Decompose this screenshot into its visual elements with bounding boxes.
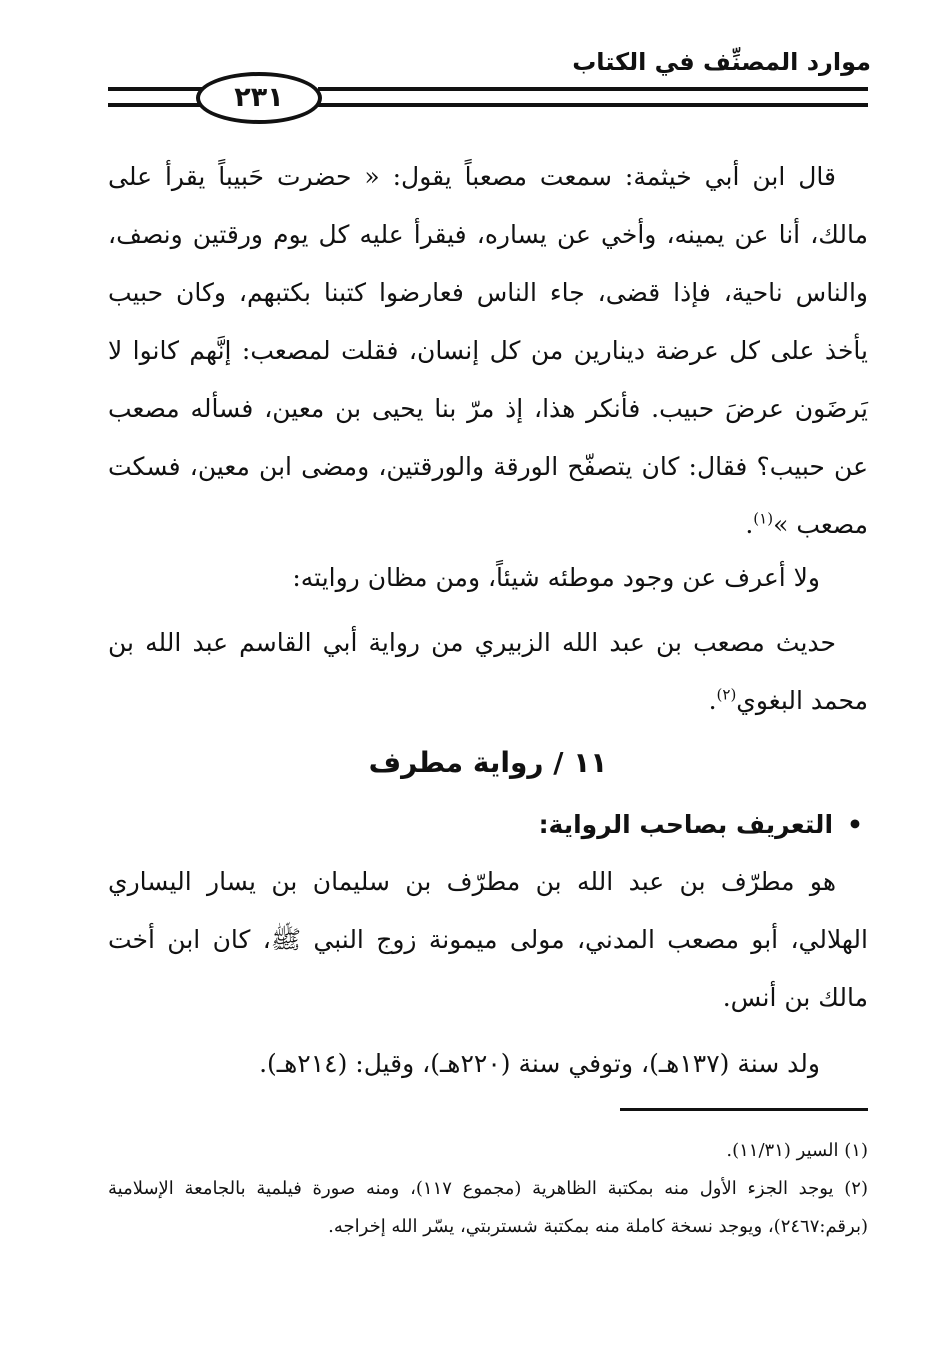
header-rule-lower-left — [108, 103, 204, 107]
paragraph-quote-end: . — [745, 510, 754, 539]
footnote-2: (٢) يوجد الجزء الأول منه بمكتبة الظاهرية (مجموع ١١٧)، ومنه صورة فيلمية بالجامعة الإسلامية (برقم:٢٤٦٧)، ويوجد نسخة كاملة منه بمكتبة شستربتي، يسّر الله إخراجه. — [108, 1178, 868, 1237]
header-rule-upper-right — [318, 87, 868, 91]
footnote-ref-2: (٢) — [716, 685, 737, 704]
running-title: موارد المصنِّف في الكتاب — [572, 48, 871, 76]
footnote-1: (١) السير (١١/٣١). — [726, 1140, 868, 1161]
page-number: ٢٣١ — [196, 72, 322, 124]
header-rule-lower-right — [318, 103, 868, 107]
footnote-separator — [620, 1108, 868, 1111]
paragraph-dates: ولد سنة (١٣٧هـ)، وتوفي سنة (٢٢٠هـ)، وقيل: (٢١٤هـ). — [259, 1049, 820, 1078]
footnotes — [108, 1132, 868, 1246]
subheading — [463, 800, 863, 850]
paragraph-hadith-source-end: . — [708, 686, 717, 715]
subheading-text: التعريف بصاحب الرواية: — [538, 810, 834, 839]
header-rule-upper-left — [108, 87, 204, 91]
section-heading: ١١ / رواية مطرف — [368, 746, 608, 779]
paragraph-quote-text: قال ابن أبي خيثمة: سمعت مصعباً يقول: « حضرت حَبيباً يقرأ على مالك، أنا عن يمينه، وأخي عن يساره، فيقرأ عليه كل يوم ورقتين ونصف، والناس ناحية، فإذا قضى، جاء الناس فعارضوا كتبنا بكتبهم، وكان حبيب يأخذ على كل عرضة دينارين من كل إنسان، فقلت لمصعب: إنَّهم كانوا لا يَرضَون عرضَ حبيب. فأنكر هذا، إذ مرّ بنا يحيى بن معين، فسأله مصعب عن حبيب؟ فقال: كان يتصفّح الورقة والورقتين، ومضى ابن معين، فسكت مصعب » — [108, 162, 868, 539]
footnote-ref-1: (١) — [753, 509, 774, 528]
bullet-icon: • — [847, 810, 863, 839]
paragraph-sources-intro: ولا أعرف عن وجود موطئه شيئاً، ومن مظان روايته: — [292, 563, 820, 592]
paragraph-hadith-source — [108, 614, 868, 730]
paragraph-quote — [108, 148, 868, 554]
paragraph-biography: هو مطرّف بن عبد الله بن مطرّف بن سليمان بن يسار اليساري الهلالي، أبو مصعب المدني، مولى ميمونة زوج النبي ﷺ، كان ابن أخت مالك بن أنس. — [108, 867, 868, 1012]
paragraph-hadith-source-text: حديث مصعب بن عبد الله الزبيري من رواية أبي القاسم عبد الله بن محمد البغوي — [108, 628, 868, 715]
